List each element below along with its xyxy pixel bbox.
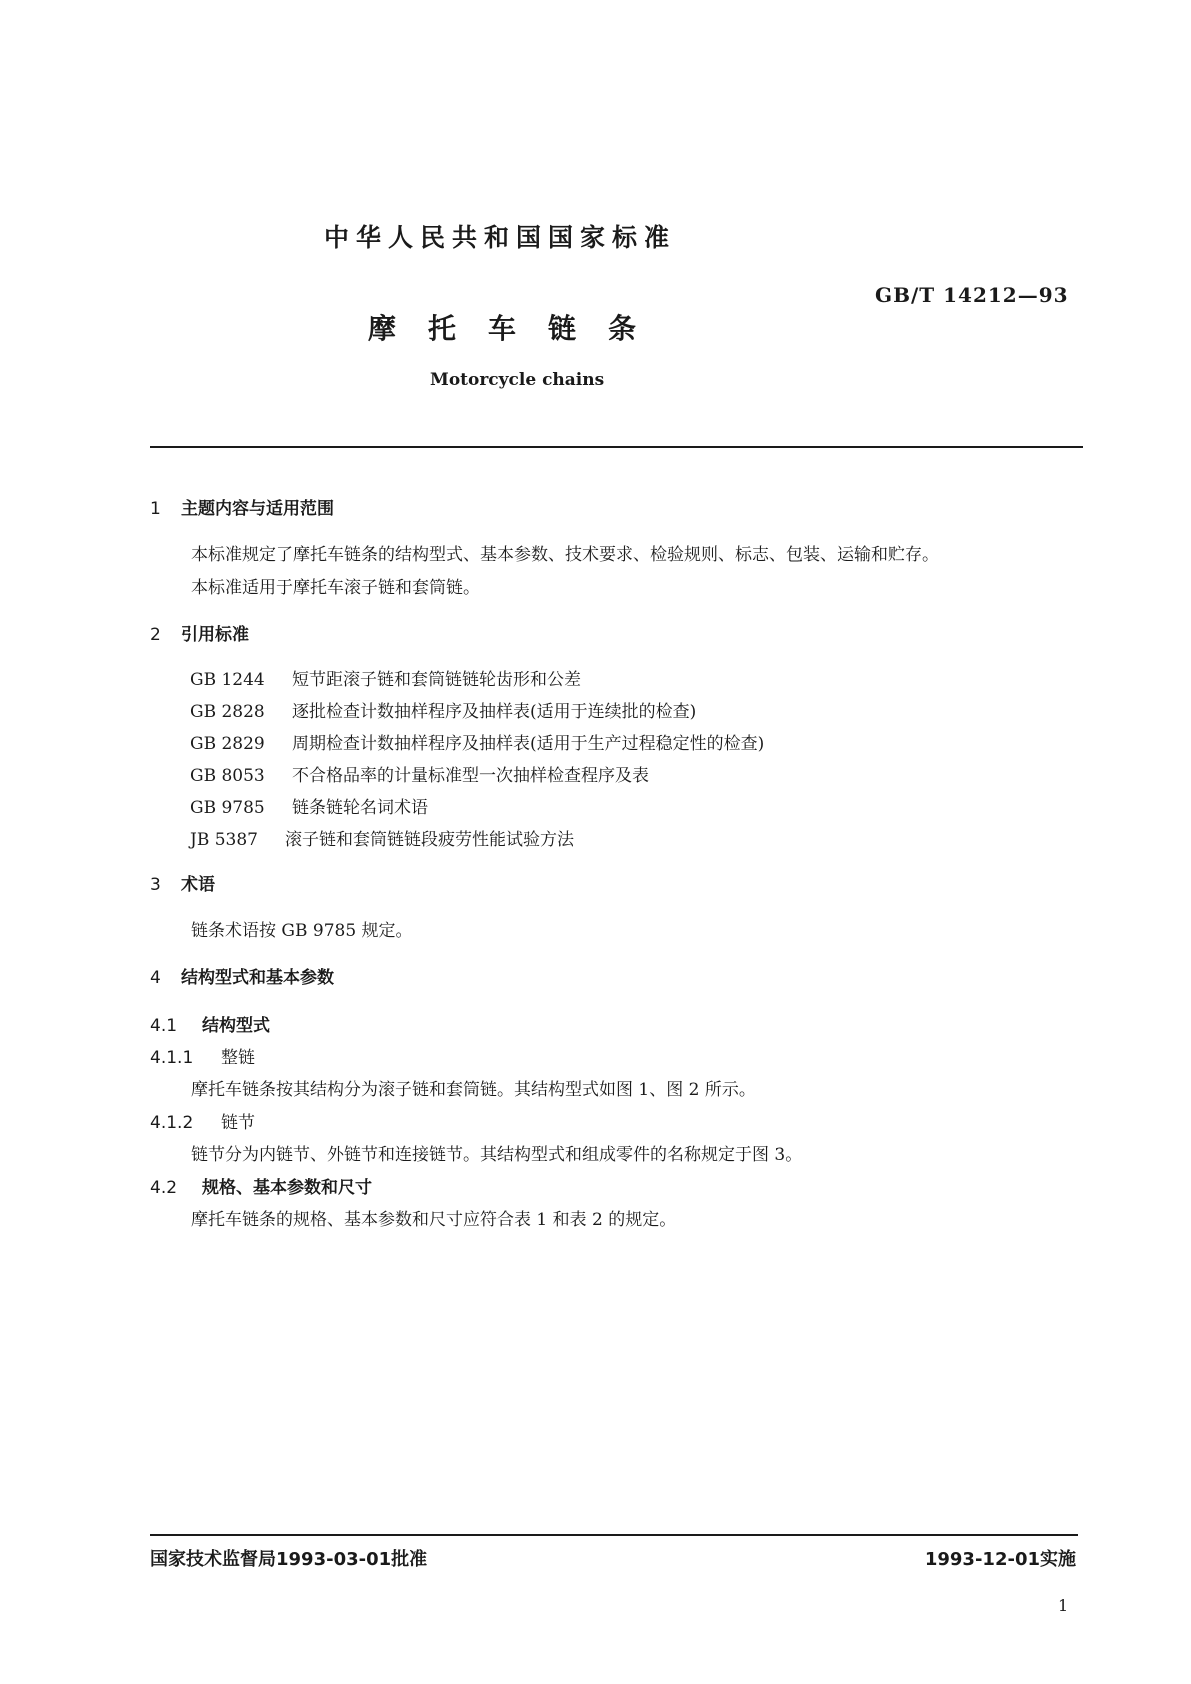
national-standard-title: 中华人民共和国国家标准 [324, 223, 677, 252]
reference-item [190, 729, 764, 761]
section-4-heading [150, 963, 334, 988]
reference-description: 短节距滚子链和套筒链链轮齿形和公差 [292, 670, 581, 690]
reference-item [190, 825, 764, 857]
reference-item [190, 761, 764, 793]
section-4-1-1-paragraph: 摩托车链条按其结构分为滚子链和套筒链。其结构型式如图 1、图 2 所示。 [191, 1080, 756, 1100]
section-number: 4.1.1 [150, 1048, 194, 1068]
reference-code: GB 8053 [190, 766, 265, 786]
section-1-paragraph-2: 本标准适用于摩托车滚子链和套筒链。 [191, 578, 480, 598]
approval-info: 国家技术监督局1993-03-01批准 [150, 1549, 428, 1570]
header-divider [150, 446, 1083, 448]
section-4-1-1-heading [150, 1043, 255, 1068]
page-number: 1 [1058, 1596, 1069, 1615]
section-number: 4.2 [150, 1178, 178, 1198]
section-4-1-2-paragraph: 链节分为内链节、外链节和连接链节。其结构型式和组成零件的名称规定于图 3。 [191, 1145, 803, 1165]
section-number: 4 [150, 968, 161, 988]
section-title: 规格、基本参数和尺寸 [202, 1178, 372, 1198]
section-4-2-heading [150, 1173, 372, 1198]
section-number: 2 [150, 625, 161, 645]
reference-code: GB 9785 [190, 798, 265, 818]
section-title: 链节 [221, 1113, 255, 1133]
section-1-paragraph-1: 本标准规定了摩托车链条的结构型式、基本参数、技术要求、检验规则、标志、包装、运输和贮存。 [191, 545, 939, 565]
reference-description: 逐批检查计数抽样程序及抽样表(适用于连续批的检查) [292, 702, 697, 722]
section-number: 1 [150, 499, 161, 519]
section-title: 结构型式 [202, 1016, 270, 1036]
reference-code: GB 2829 [190, 734, 265, 754]
section-title: 术语 [181, 875, 215, 895]
section-title: 主题内容与适用范围 [181, 499, 334, 519]
footer-divider [150, 1534, 1078, 1536]
reference-description: 链条链轮名词术语 [292, 798, 428, 818]
section-4-2-paragraph: 摩托车链条的规格、基本参数和尺寸应符合表 1 和表 2 的规定。 [191, 1210, 677, 1230]
section-title: 引用标准 [181, 625, 249, 645]
section-4-1-2-heading [150, 1108, 255, 1133]
section-3-paragraph: 链条术语按 GB 9785 规定。 [191, 921, 413, 941]
section-title: 结构型式和基本参数 [181, 968, 334, 988]
reference-code: GB 2828 [190, 702, 265, 722]
section-title: 整链 [221, 1048, 255, 1068]
section-3-heading [150, 870, 215, 895]
reference-list [190, 665, 764, 857]
section-number: 4.1 [150, 1016, 178, 1036]
reference-item [190, 697, 764, 729]
reference-item [190, 665, 764, 697]
effective-date: 1993-12-01实施 [924, 1549, 1076, 1570]
section-1-heading [150, 494, 334, 519]
reference-description: 周期检查计数抽样程序及抽样表(适用于生产过程稳定性的检查) [292, 734, 765, 754]
reference-code: GB 1244 [190, 670, 265, 690]
section-number: 4.1.2 [150, 1113, 194, 1133]
document-title: 摩托车链条 [368, 312, 669, 345]
document-subtitle-en: Motorcycle chains [430, 370, 605, 390]
reference-description: 不合格品率的计量标准型一次抽样检查程序及表 [292, 766, 649, 786]
standard-code: GB/T 14212—93 [875, 283, 1069, 307]
section-2-heading [150, 620, 249, 645]
reference-code: JB 5387 [190, 830, 258, 850]
section-4-1-heading [150, 1011, 270, 1036]
section-number: 3 [150, 875, 161, 895]
reference-item [190, 793, 764, 825]
reference-description: 滚子链和套筒链链段疲劳性能试验方法 [285, 830, 574, 850]
